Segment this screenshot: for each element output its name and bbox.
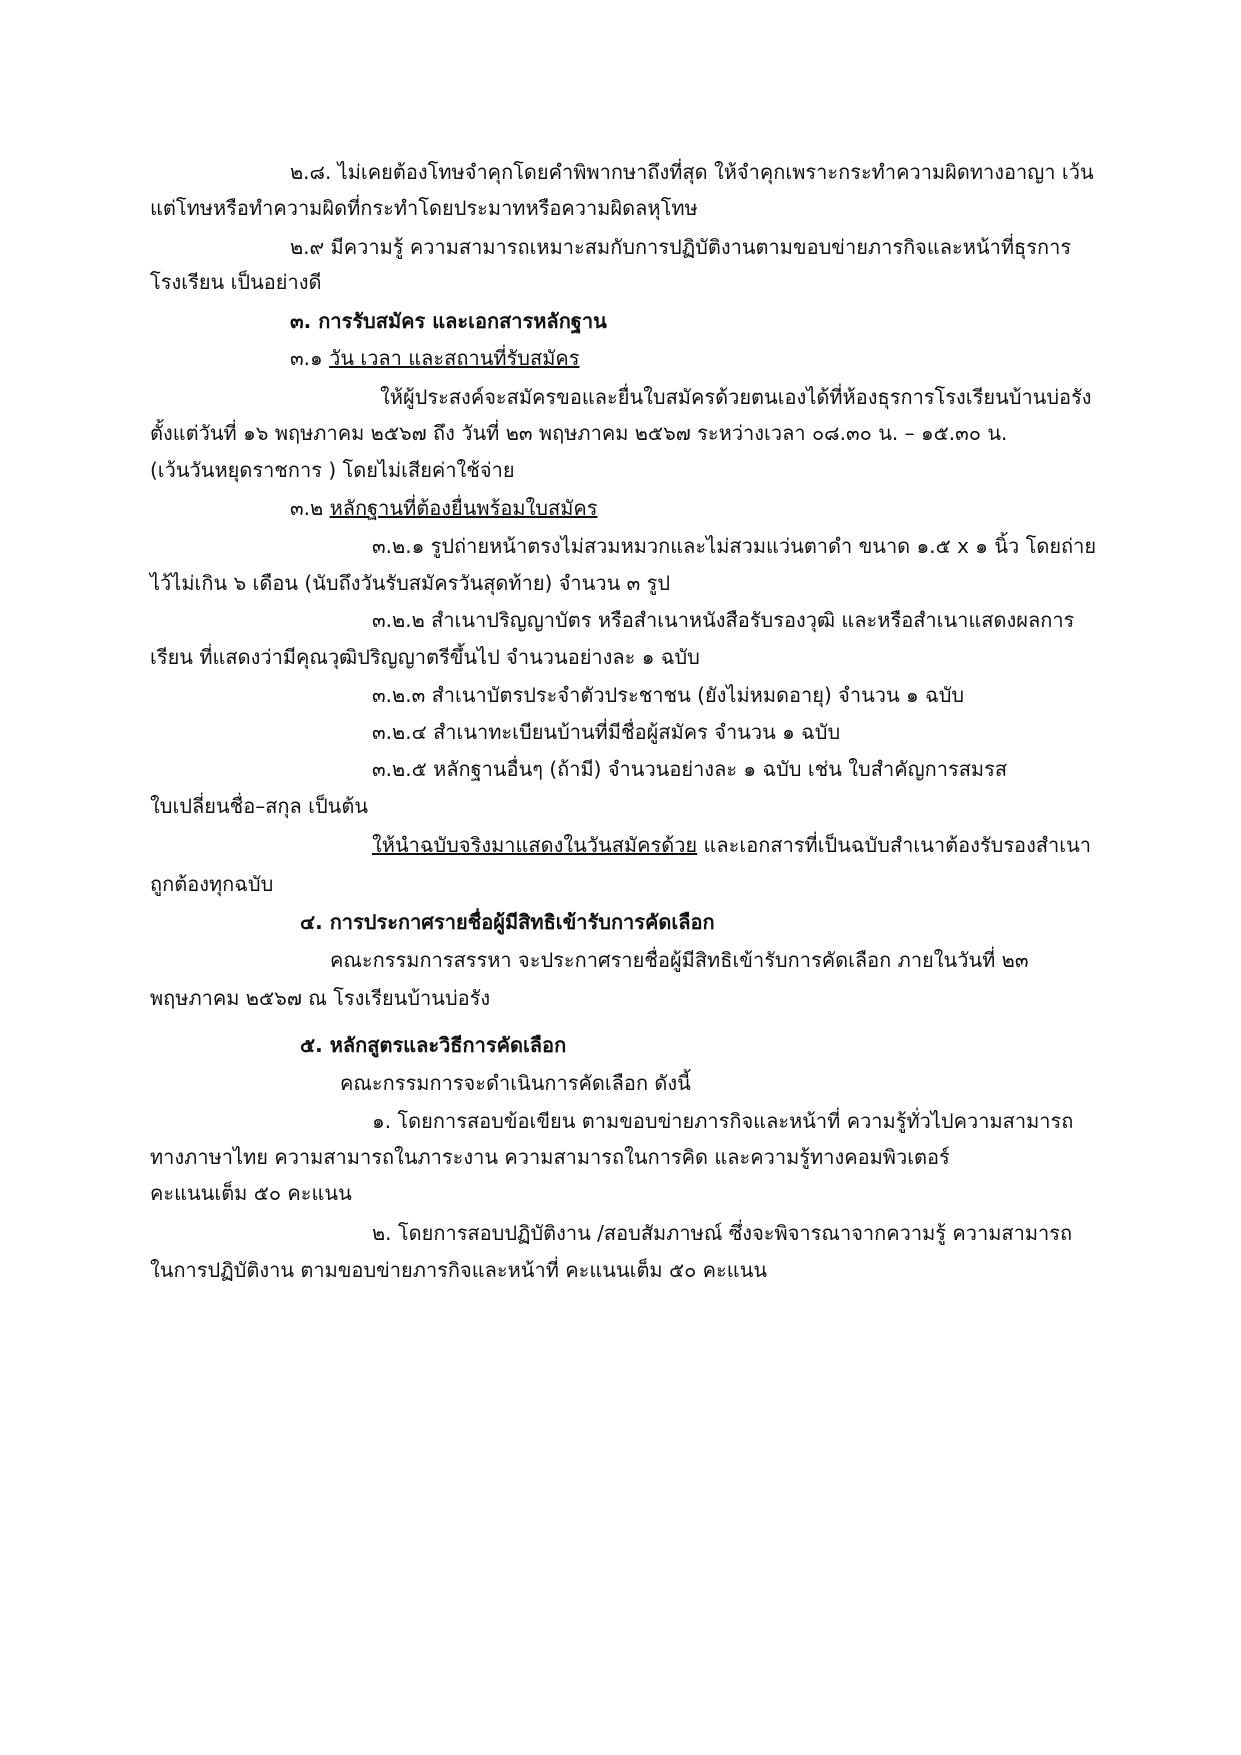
clause-3-1-line-1: ให้ผู้ประสงค์จะสมัครขอและยื่นใบสมัครด้วยตนเองได้ที่ห้องธุรการโรงเรียนบ้านบ่อรัง bbox=[380, 385, 1092, 409]
item-3-2-4: ๓.๒.๔ สำเนาทะเบียนบ้านที่มีชื่อผู้สมัคร จำนวน ๑ ฉบับ bbox=[372, 720, 841, 744]
original-docs-note-rest: และเอกสารที่เป็นฉบับสำเนาต้องรับรองสำเนา bbox=[697, 833, 1092, 857]
clause-3-1-number: ๓.๑ bbox=[290, 346, 330, 370]
item-3-2-1-line-1: ๓.๒.๑ รูปถ่ายหน้าตรงไม่สวมหมวกและไม่สวมแว่นตาดำ ขนาด ๑.๕ x ๑ นิ้ว โดยถ่าย bbox=[372, 534, 1097, 558]
item-3-2-2-line-2: เรียน ที่แสดงว่ามีคุณวุฒิปริญญาตรีขึ้นไป จำนวนอย่างละ ๑ ฉบับ bbox=[150, 645, 700, 669]
method-1-line-3: คะแนนเต็ม ๕๐ คะแนน bbox=[150, 1181, 352, 1205]
method-1-line-2: ทางภาษาไทย ความสามารถในภาระงาน ความสามารถในการคิด และความรู้ทางคอมพิวเตอร์ bbox=[150, 1145, 950, 1169]
section-5-intro: คณะกรรมการจะดำเนินการคัดเลือก ดังนี้ bbox=[340, 1071, 691, 1095]
item-3-2-2-line-1: ๓.๒.๒ สำเนาปริญญาบัตร หรือสำเนาหนังสือรับรองวุฒิ และหรือสำเนาแสดงผลการ bbox=[372, 608, 1075, 632]
method-1-line-1: ๑. โดยการสอบข้อเขียน ตามขอบข่ายภารกิจและหน้าที่ ความรู้ทั่วไปความสามารถ bbox=[372, 1109, 1074, 1133]
method-2-line-1: ๒. โดยการสอบปฏิบัติงาน /สอบสัมภาษณ์ ซึ่งจะพิจารณาจากความรู้ ความสามารถ bbox=[372, 1221, 1073, 1245]
clause-3-1-title bbox=[290, 343, 580, 373]
clause-2-9-line-1: ๒.๙ มีความรู้ ความสามารถเหมาะสมกับการปฏิบัติงานตามขอบข่ายภารกิจและหน้าที่ธุรการ bbox=[290, 235, 1072, 259]
section-5-heading: ๕. หลักสูตรและวิธีการคัดเลือก bbox=[300, 1033, 567, 1057]
section-4-line-2: พฤษภาคม ๒๕๖๗ ณ โรงเรียนบ้านบ่อรัง bbox=[150, 986, 491, 1010]
clause-3-1-line-2: ตั้งแต่วันที่ ๑๖ พฤษภาคม ๒๕๖๗ ถึง วันที่ ๒๓ พฤษภาคม ๒๕๖๗ ระหว่างเวลา ๐๘.๓๐ น. – ๑๕.๓๐ น. bbox=[150, 421, 1008, 445]
original-docs-note bbox=[372, 830, 1091, 860]
item-3-2-3: ๓.๒.๓ สำเนาบัตรประจำตัวประชาชน (ยังไม่หมดอายุ) จำนวน ๑ ฉบับ bbox=[372, 683, 965, 707]
original-docs-note-line-2: ถูกต้องทุกฉบับ bbox=[150, 872, 274, 896]
clause-2-8-line-2: แต่โทษหรือทำความผิดที่กระทำโดยประมาทหรือความผิดลหุโทษ bbox=[150, 196, 698, 220]
section-4-heading: ๔. การประกาศรายชื่อผู้มีสิทธิเข้ารับการคัดเลือก bbox=[300, 910, 715, 934]
section-4-line-1: คณะกรรมการสรรหา จะประกาศรายชื่อผู้มีสิทธิเข้ารับการคัดเลือก ภายในวันที่ ๒๓ bbox=[330, 948, 1029, 972]
item-3-2-5-line-2: ใบเปลี่ยนชื่อ–สกุล เป็นต้น bbox=[150, 794, 369, 818]
clause-3-2-title bbox=[290, 493, 598, 523]
item-3-2-5-line-1: ๓.๒.๕ หลักฐานอื่นๆ (ถ้ามี) จำนวนอย่างละ ๑ ฉบับ เช่น ใบสำคัญการสมรส bbox=[372, 757, 1008, 781]
clause-3-2-title-text: หลักฐานที่ต้องยื่นพร้อมใบสมัคร bbox=[329, 496, 598, 520]
clause-2-9-line-2: โรงเรียน เป็นอย่างดี bbox=[150, 270, 322, 294]
clause-2-8-line-1: ๒.๘. ไม่เคยต้องโทษจำคุกโดยคำพิพากษาถึงที่สุด ให้จำคุกเพราะกระทำความผิดทางอาญา เว้น bbox=[290, 160, 1094, 184]
clause-3-2-number: ๓.๒ bbox=[290, 496, 330, 520]
original-docs-note-underlined: ให้นำฉบับจริงมาแสดงในวันสมัครด้วย bbox=[372, 833, 698, 857]
clause-3-1-title-text: วัน เวลา และสถานที่รับสมัคร bbox=[329, 346, 580, 370]
method-2-line-2: ในการปฏิบัติงาน ตามขอบข่ายภารกิจและหน้าที่ คะแนนเต็ม ๕๐ คะแนน bbox=[150, 1258, 768, 1282]
section-3-heading: ๓. การรับสมัคร และเอกสารหลักฐาน bbox=[290, 309, 607, 333]
clause-3-1-line-3: (เว้นวันหยุดราชการ ) โดยไม่เสียค่าใช้จ่าย bbox=[150, 458, 515, 482]
item-3-2-1-line-2: ไว้ไม่เกิน ๖ เดือน (นับถึงวันรับสมัครวันสุดท้าย) จำนวน ๓ รูป bbox=[150, 571, 671, 595]
